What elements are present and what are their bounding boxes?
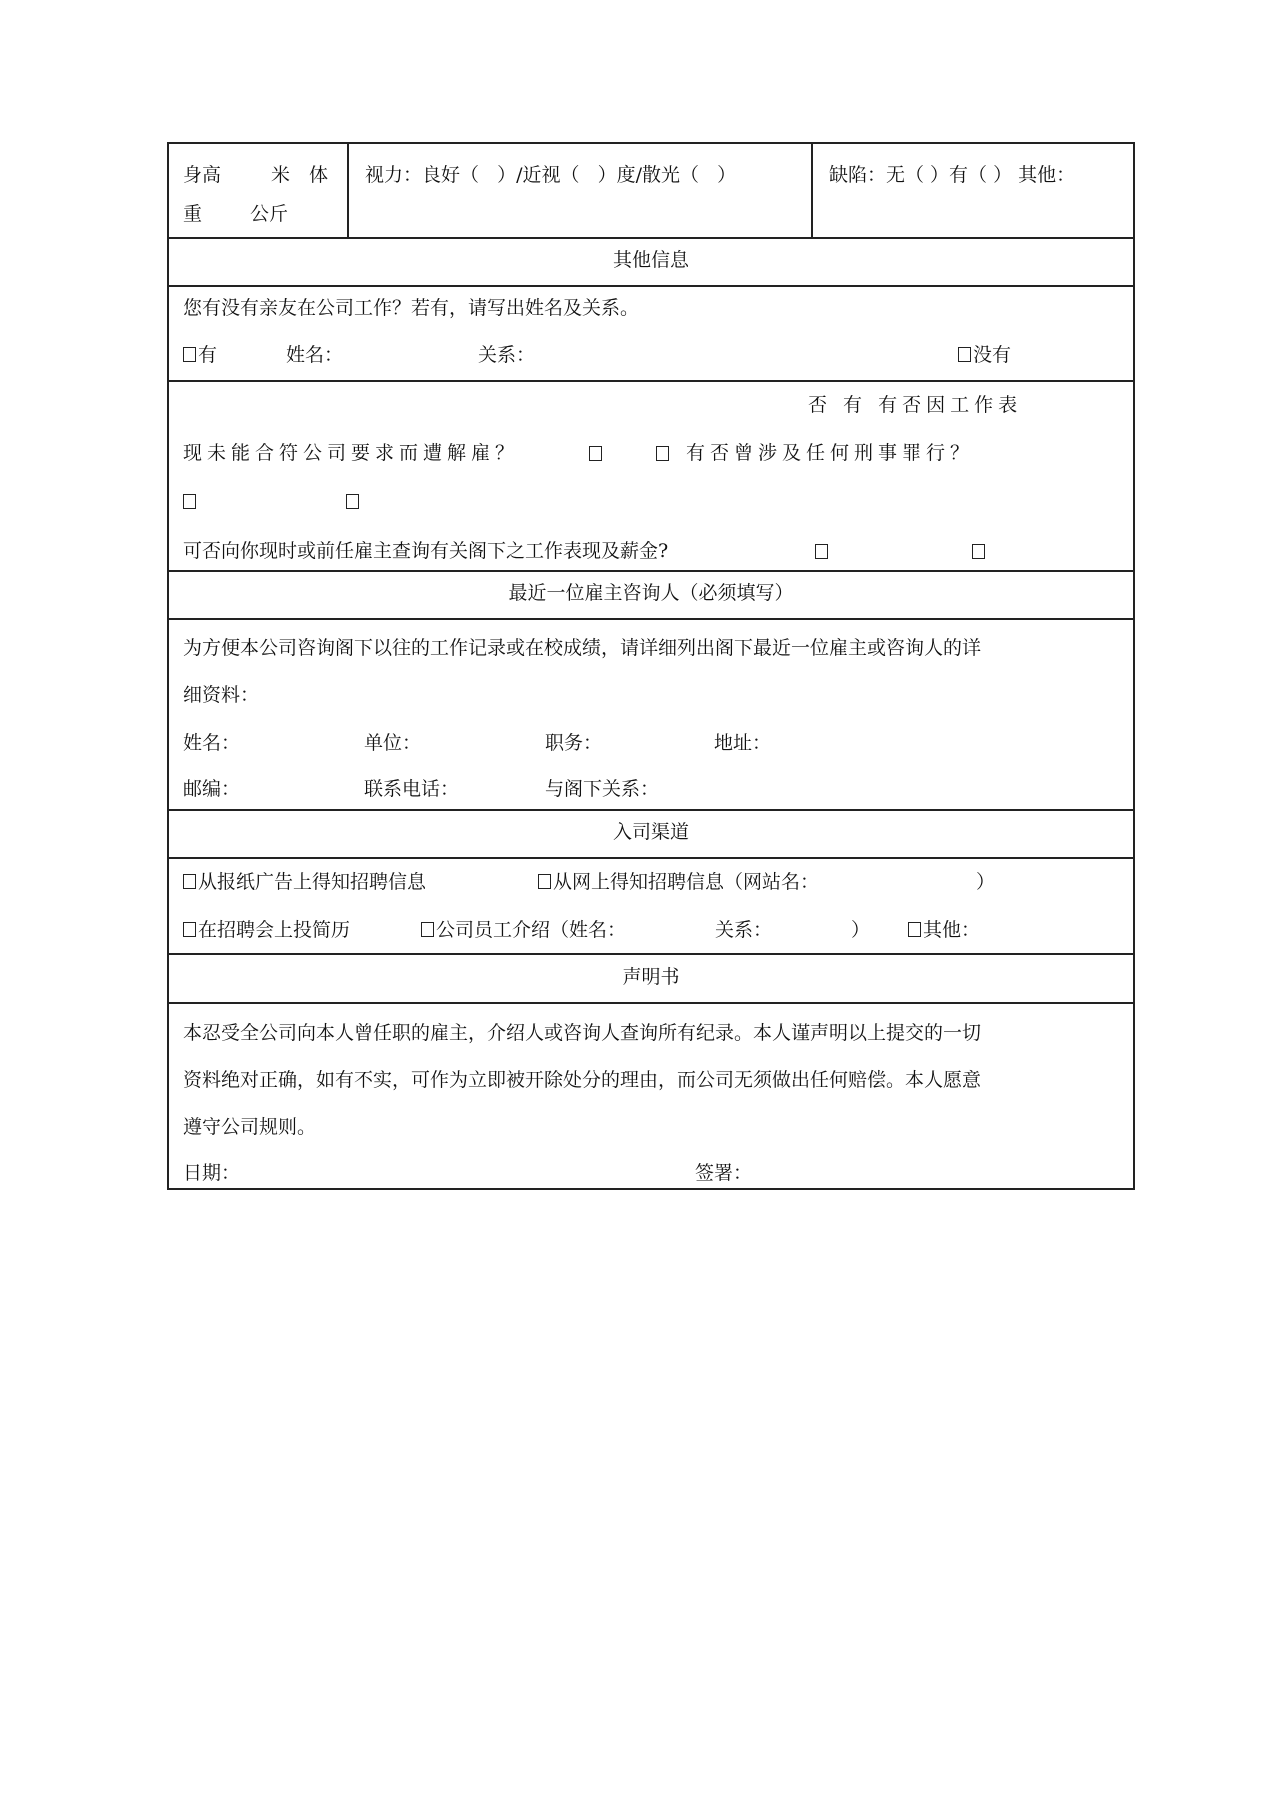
channel-other-option[interactable] xyxy=(908,919,980,941)
channel-website-option[interactable] xyxy=(538,871,819,893)
channel-newspaper-option[interactable] xyxy=(183,871,426,893)
declaration-line-1: 本忍受全公司向本人曾任职的雇主，介绍人或咨询人查询所有纪录。本人谨声明以上提交的一切 xyxy=(183,1022,982,1044)
relative-relation-label: 关系： xyxy=(478,344,536,366)
checkbox-inquiry-no[interactable] xyxy=(815,544,828,559)
website-close-paren: ） xyxy=(976,871,996,893)
row-divider xyxy=(169,1002,1133,1004)
reference-phone-label: 联系电话： xyxy=(364,778,460,800)
checkbox-dismissal-no[interactable] xyxy=(589,446,602,461)
application-form-table xyxy=(167,142,1135,1190)
checkbox-icon[interactable] xyxy=(958,347,971,362)
section-title-channel: 入司渠道 xyxy=(612,821,689,843)
referral-label: 公司员工介绍（姓名： xyxy=(436,919,627,941)
referral-close-paren: ） xyxy=(851,919,871,941)
section-title-reference: 最近一位雇主咨询人（必须填写） xyxy=(508,582,794,604)
checkbox-icon[interactable] xyxy=(908,922,921,937)
job-fair-label: 在招聘会上投简历 xyxy=(198,919,351,941)
signature-label: 签署： xyxy=(695,1162,753,1184)
questions-header-fragment: 否 有 有否因工作表 xyxy=(808,394,1023,416)
column-divider xyxy=(347,144,349,237)
question-dismissal: 现未能合符公司要求而遭解雇？ xyxy=(183,442,520,464)
row-divider xyxy=(169,237,1133,239)
newspaper-label: 从报纸广告上得知招聘信息 xyxy=(198,871,427,893)
website-label: 从网上得知招聘信息（网站名： xyxy=(553,871,820,893)
referral-relation-label: 关系： xyxy=(715,919,773,941)
section-title-declaration: 声明书 xyxy=(622,966,680,988)
yes-label: 有 xyxy=(198,344,218,366)
no-label: 没有 xyxy=(973,344,1012,366)
relatives-question: 您有没有亲友在公司工作？若有，请写出姓名及关系。 xyxy=(183,297,640,319)
row-divider xyxy=(169,857,1133,859)
checkbox-icon[interactable] xyxy=(538,874,551,889)
reference-address-label: 地址： xyxy=(714,732,772,754)
reference-position-label: 职务： xyxy=(545,732,603,754)
reference-relationship-label: 与阁下关系： xyxy=(545,778,660,800)
checkbox-icon[interactable] xyxy=(183,874,196,889)
reference-intro-line-2: 细资料： xyxy=(183,684,260,706)
channel-job-fair-option[interactable] xyxy=(183,919,350,941)
relatives-yes-option[interactable] xyxy=(183,344,217,366)
weight-label-part-a: 体 xyxy=(309,164,329,186)
checkbox-icon[interactable] xyxy=(183,922,196,937)
row-divider xyxy=(169,380,1133,382)
other-label: 其他： xyxy=(923,919,981,941)
checkbox-icon[interactable] xyxy=(183,347,196,362)
column-divider xyxy=(811,144,813,237)
row-divider xyxy=(169,570,1133,572)
question-criminal: 有否曾涉及任何刑事罪行？ xyxy=(686,442,975,464)
section-title-other-info: 其他信息 xyxy=(612,249,689,271)
date-label: 日期： xyxy=(183,1162,241,1184)
height-unit: 米 xyxy=(271,164,291,186)
question-employer-inquiry: 可否向你现时或前任雇主查询有关阁下之工作表现及薪金? xyxy=(183,540,669,562)
reference-intro-line-1: 为方便本公司咨询阁下以往的工作记录或在校成绩，请详细列出阁下最近一位雇主或咨询人的详 xyxy=(183,637,982,659)
row-divider xyxy=(169,618,1133,620)
weight-label-part-b: 重 xyxy=(183,203,203,225)
row-divider xyxy=(169,953,1133,955)
reference-company-label: 单位： xyxy=(364,732,422,754)
checkbox-icon[interactable] xyxy=(421,922,434,937)
row-divider xyxy=(169,285,1133,287)
height-label: 身高 xyxy=(183,164,222,186)
checkbox-dismissal-yes[interactable] xyxy=(656,446,669,461)
checkbox-criminal-no[interactable] xyxy=(183,494,196,509)
channel-referral-option[interactable] xyxy=(421,919,626,941)
relative-name-label: 姓名： xyxy=(286,344,344,366)
defect-field[interactable]: 缺陷：无（ ）有（ ） 其他： xyxy=(829,164,1076,186)
row-divider xyxy=(169,809,1133,811)
relatives-no-option[interactable] xyxy=(958,344,1011,366)
declaration-line-3: 遵守公司规则。 xyxy=(183,1116,317,1138)
declaration-line-2: 资料绝对正确，如有不实，可作为立即被开除处分的理由，而公司无须做出任何赔偿。本人愿意 xyxy=(183,1069,982,1091)
checkbox-inquiry-yes[interactable] xyxy=(972,544,985,559)
checkbox-criminal-yes[interactable] xyxy=(346,494,359,509)
reference-name-label: 姓名： xyxy=(183,732,241,754)
weight-unit: 公斤 xyxy=(250,203,289,225)
vision-field[interactable]: 视力：良好（ ）/近视（ ）度/散光（ ） xyxy=(365,164,737,186)
reference-postcode-label: 邮编： xyxy=(183,778,241,800)
